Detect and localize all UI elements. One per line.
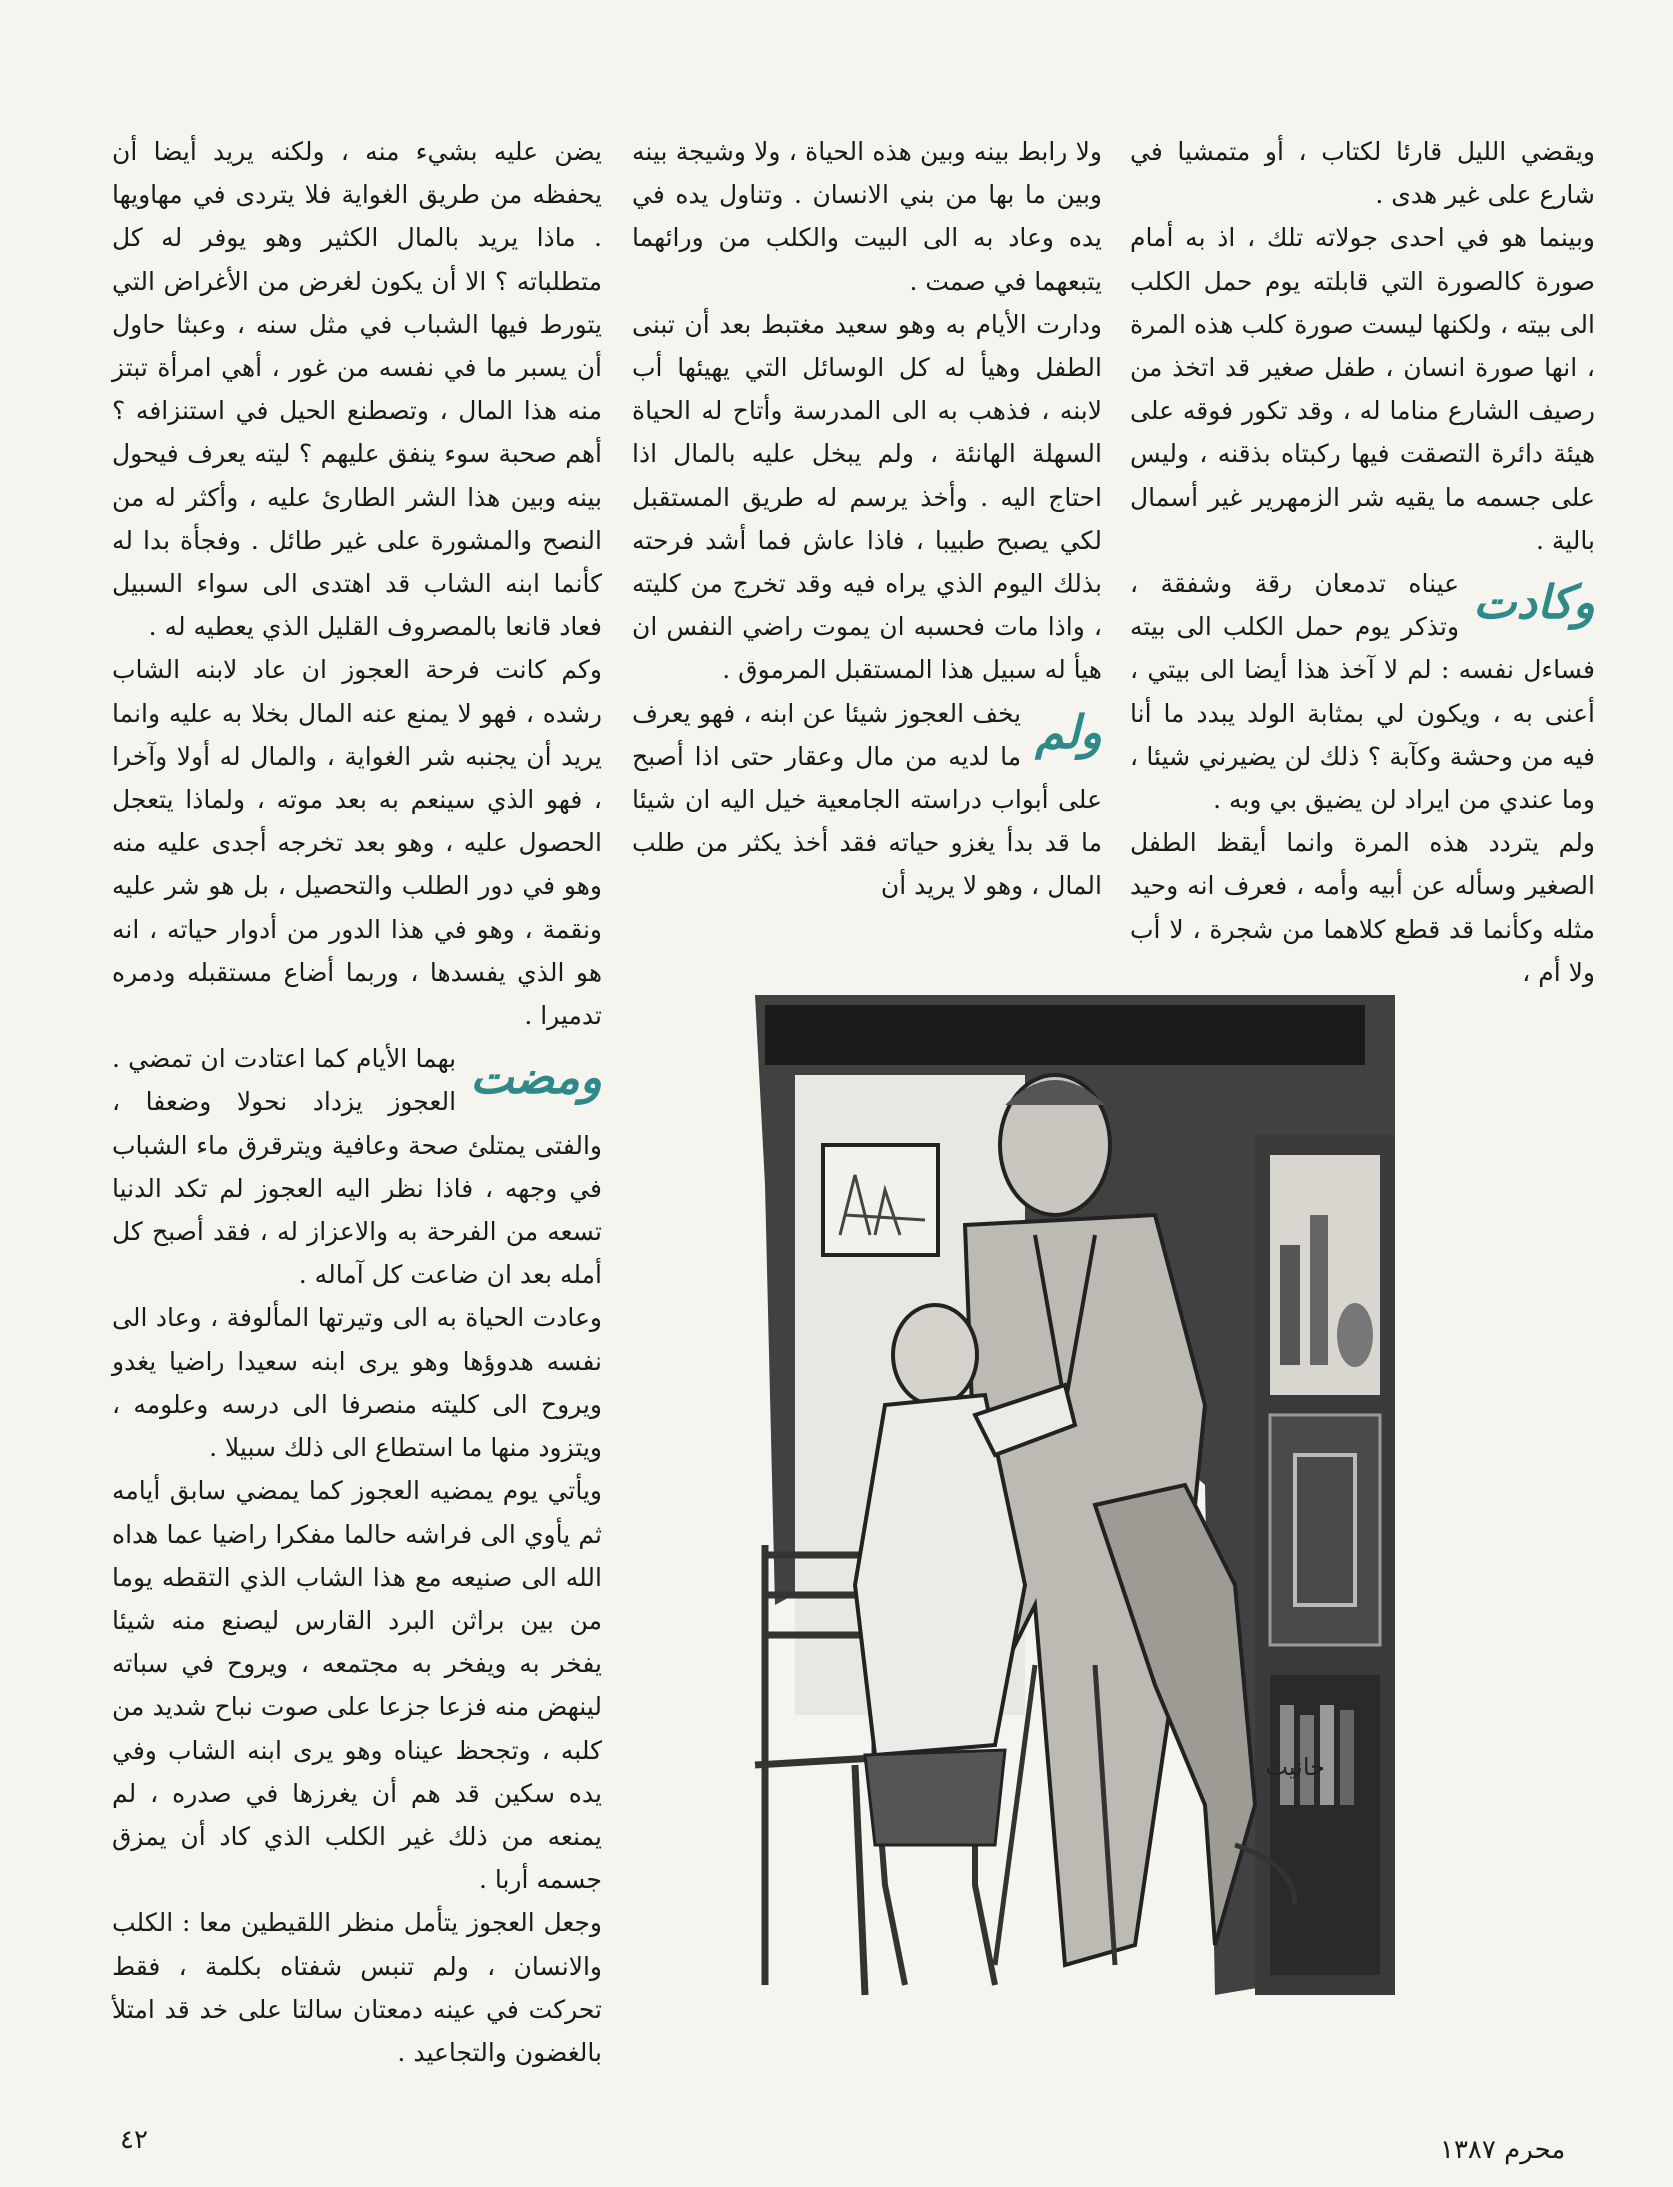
framed-picture: [823, 1145, 938, 1255]
paragraph: وعادت الحياة به الى وتيرتها المألوفة ، وعاد الى نفسه هدوؤها وهو يرى ابنه سعيدا راضيا يغدو ويروح الى كليته منصرفا الى درسه وعلومه ، ويتزود منها ما استطاع الى ذلك سبيلا .: [112, 1303, 602, 1463]
paragraph-with-dropcap: وكادت عيناه تدمعان رقة وشفقة ، وتذكر يوم حمل الكلب الى بيته فساءل نفسه : لم لا آخذ هذا أيضا الى بيتي ، أعنى به ، ويكون لي بمثابة الولد يبدد ما أنا فيه من وحشة وكآبة ؟ ذلك لن يضيرني شيئا ، وما عندي من ايراد لن يضيق بي وبه .: [1130, 562, 1595, 821]
paragraph: ويأتي يوم يمضيه العجوز كما يمضي سابق أيامه ثم يأوي الى فراشه حالما مفكرا راضيا عما هداه الله الى صنيعه مع هذا الشاب الذي التقطه يوما من بين براثن البرد القارس ليصنع منه شيئا يفخر به ويفخر به مجتمعه ، ويروح في سباته لينهض منه فزعا جزعا على صوت نباح شديد من كلبه ، وتجحظ عيناه وهو يرى ابنه الشاب وفي يده سكين قد هم أن يغرزها في صدره ، لم يمنعه من ذلك غير الكلب الذي كاد أن يمزق جسمه أربا .: [112, 1476, 602, 1895]
article-column-middle: [632, 130, 1102, 908]
paragraph: ولم يتردد هذه المرة وانما أيقظ الطفل الصغير وسأله عن أبيه وأمه ، فعرف انه وحيد مثله وكأنما قد قطع كلاهما من شجرة ، لا أب ولا أم ،: [1130, 828, 1595, 987]
paragraph: ويقضي الليل قارئا لكتاب ، أو متمشيا في شارع على غير هدى .: [1130, 137, 1595, 210]
paragraph-with-dropcap: ولم يخف العجوز شيئا عن ابنه ، فهو يعرف ما لديه من مال وعقار حتى اذا أصبح على أبواب دراسته الجامعية خيل اليه ان شيئا ما قد بدأ يغزو حياته فقد أخذ يكثر من طلب المال ، وهو لا يريد أن: [632, 692, 1102, 908]
paragraph: يضن عليه بشيء منه ، ولكنه يريد أيضا أن يحفظه من طريق الغواية فلا يتردى في مهاويها . ماذا يريد بالمال الكثير وهو يوفر له كل متطلباته ؟ الا أن يكون لغرض من الأغراض التي يتورط فيها الشباب في مثل سنه ، وعبثا حاول أن يسبر ما في نفسه من غور ، أهي امرأة تبتز منه هذا المال ، وتصطنع الحيل في استنزافه ؟ أهم صحبة سوء ينفق عليهم ؟ ليته يعرف فيحول بينه وبين هذا الشر الطارئ عليه ، وأكثر له من النصح والمشورة على غير طائل . وفجأة بدا له كأنما ابنه الشاب قد اهتدى الى سواء السبيل فعاد قانعا بالمصروف القليل الذي يعطيه له .: [112, 137, 602, 642]
artist-signature: جانيت: [1265, 1753, 1325, 1781]
dropcap: ومضت: [470, 1050, 602, 1105]
paragraph-with-dropcap: ومضت بهما الأيام كما اعتادت ان تمضي . العجوز يزداد نحولا وضعفا ، والفتى يمتلئ صحة وعافية ويترقرق ماء الشباب في وجهه ، فاذا نظر اليه العجوز لم تكد الدنيا تسعه من الفرحة به والاعزاز له ، فقد أصبح كل أمله بعد ان ضاعت كل آماله .: [112, 1037, 602, 1296]
page-number: ٤٢: [120, 2125, 148, 2155]
paragraph: وبينما هو في احدى جولاته تلك ، اذ به أمام صورة كالصورة التي قابلته يوم حمل الكلب الى بيته ، ولكنها ليست صورة كلب هذه المرة ، انها صورة انسان ، طفل صغير قد اتخذ من رصيف الشارع مناما له ، وقد تكور فوقه على هيئة دائرة التصقت فيها ركبتاه بذقنه ، وليس على جسمه ما يقيه شر الزمهرير غير أسمال بالية .: [1130, 223, 1595, 555]
article-column-right: [1130, 130, 1595, 994]
paragraph: ولا رابط بينه وبين هذه الحياة ، ولا وشيجة بينه وبين ما بها من بني الانسان . وتناول يده في يده وعاد به الى البيت والكلب من ورائهما يتبعهما في صمت .: [632, 137, 1102, 296]
dropcap: ولم: [1035, 704, 1102, 759]
paragraph: ودارت الأيام به وهو سعيد مغتبط بعد أن تبنى الطفل وهيأ له كل الوسائل التي يهيئها أب لابنه ، فذهب به الى المدرسة وأتاح له الحياة السهلة الهانئة ، ولم يبخل عليه بالمال اذا احتاج اليه . وأخذ يرسم له طريق المستقبل لكي يصبح طبيبا ، فاذا عاش فما أشد فرحته بذلك اليوم الذي يراه فيه وقد تخرج من كليته ، واذا مات فحسبه ان يموت راضي النفس ان هيأ له سبيل هذا المستقبل المرموق .: [632, 309, 1102, 685]
dropcap: وكادت: [1473, 575, 1595, 630]
issue-date: محرم ١٣٨٧: [1440, 2135, 1566, 2165]
paragraph: وجعل العجوز يتأمل منظر اللقيطين معا : الكلب والانسان ، ولم تنبس شفتاه بكلمة ، فقط تحركت في عينه دمعتان سالتا على خد قد امتلأ بالغضون والتجاعيد .: [112, 1908, 602, 2067]
illustration: [735, 985, 1415, 2025]
article-column-left: [112, 130, 602, 2074]
paragraph: وكم كانت فرحة العجوز ان عاد لابنه الشاب رشده ، فهو لا يمنع عنه المال بخلا به عليه وانما يريد أن يجنبه شر الغواية ، والمال له أولا وآخرا ، فهو الذي سينعم به بعد موته ، ولماذا يتعجل الحصول عليه ، وهو بعد تخرجه أجدى عليه منه وهو في دور الطلب والتحصيل ، بل هو شر عليه ونقمة ، وهو في هذا الدور من أدوار حياته ، انه هو الذي يفسدها ، وربما أضاع مستقبله ودمره تدميرا .: [112, 655, 602, 1031]
